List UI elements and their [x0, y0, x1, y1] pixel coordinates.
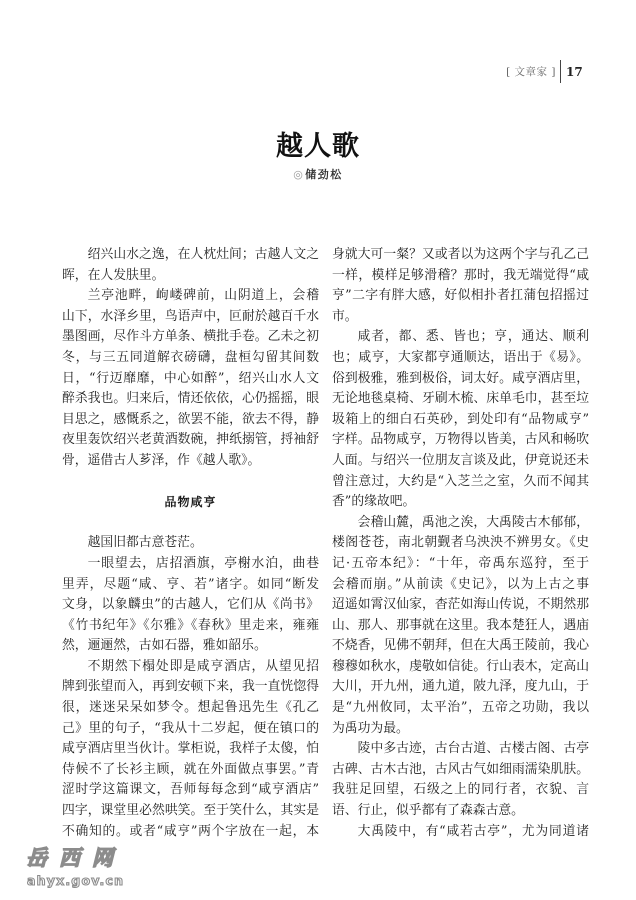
text-line: 不烧香，见佛不朝拜，但在大禹王陵前，我心 — [332, 638, 589, 654]
text-line: 俗到极雅，雅到极俗，词太好。咸亨酒店里， — [332, 370, 589, 386]
paragraph — [62, 286, 319, 471]
text-line: 很，迷迷呆呆如梦令。想起鲁迅先生《孔乙 — [62, 700, 319, 716]
watermark — [22, 846, 134, 888]
running-head — [0, 60, 636, 84]
text-line: 咸亨酒店里当伙计。掌柜说，我样子太傻，怕 — [62, 741, 319, 757]
left-column — [62, 245, 319, 842]
text-line: 晖，在人发肤里。 — [62, 267, 165, 283]
text-line: 里弄，尽题“咸、亨、若”诸字。如同“断发 — [62, 576, 319, 592]
byline — [0, 167, 636, 183]
text-line: 市。 — [332, 308, 358, 324]
paragraph — [62, 533, 319, 554]
text-line: 不期然下榻处即是咸亨酒店，从望见招 — [87, 658, 319, 674]
text-line: 是“九州攸同，太平治”，五帝之功勋，我以 — [332, 700, 589, 716]
text-line: 身就大可一粲？又或者以为这两个字与孔乙己 — [332, 247, 589, 262]
text-line: 不确知的。或者“咸亨”两个字放在一起，本 — [62, 823, 319, 839]
text-line: 然，逦逦然，古如石器，雅如韶乐。 — [62, 638, 267, 654]
paragraph — [332, 513, 589, 740]
text-line: 古碑、古木古池，古风古气如细雨濡染肌肤。 — [332, 761, 589, 777]
text-line: 记·五帝本纪》：“十年，帝禹东巡狩，至于 — [332, 555, 589, 571]
section-heading: 品物咸亨 — [164, 495, 217, 510]
text-line: 香”的缘故吧。 — [332, 494, 416, 510]
text-line: 亨”二字有胖大感，好似相扑者扛蒲包招摇过 — [332, 288, 589, 304]
text-line: 日，“行迈靡靡，中心如醉”，绍兴山水人文 — [62, 370, 319, 386]
article-title: 越人歌 — [276, 131, 360, 162]
paragraph — [62, 657, 319, 842]
text-line: 人面。与绍兴一位朋友言谈及此，伊竟说还未 — [332, 452, 589, 468]
text-line: 骨，遥借古人芗泽，作《越人歌》。 — [62, 452, 261, 468]
text-line: 《竹书纪年》《尔雅》《春秋》里走来，雍雍 — [62, 617, 319, 633]
text-line: 为禹功为最。 — [332, 720, 409, 736]
author-mark-icon: ◎ — [293, 168, 305, 181]
text-line: 目思之，感慨系之，欲罢不能，欲去不得，静 — [62, 411, 319, 427]
text-line: 四字，课堂里必然哄笑。至于笑什么，其实是 — [62, 803, 319, 819]
paragraph — [332, 822, 589, 843]
text-line: 会稽而崩。”从前读《史记》，以为上古之事 — [332, 576, 589, 592]
text-line: 牌到张望而入，再到安顿下来，我一直恍惚得 — [62, 679, 319, 695]
text-line: 醉杀我也。归来后，情还依依，心仍摇摇，眼 — [62, 391, 319, 407]
text-line: 绍兴山水之逸，在人枕灶间；古越人文之 — [87, 247, 319, 262]
text-line: 大川，开九州，通九道，陂九泽，度九山，于 — [332, 679, 589, 695]
text-line: 楼阁苍苍，南北朝觐者乌泱泱不辨男女。《史 — [332, 535, 589, 551]
watermark-logo: 岳西网 — [26, 845, 125, 870]
section-label: [ 文章家 ] — [506, 66, 556, 78]
paragraph — [62, 554, 319, 657]
text-line: 涩时学这篇课文，吾师每每念到“咸亨酒店” — [62, 782, 319, 798]
text-line: 侍候不了长衫主顾，就在外面做点事罢。”青 — [62, 761, 319, 777]
text-line: 字样。品物咸亨，万物得以皆美，古风和畅吹 — [332, 432, 589, 448]
right-column — [332, 245, 589, 842]
text-line: 一眼望去，店招酒旗，亭榭水泊，曲巷 — [87, 555, 319, 571]
header-divider — [560, 60, 561, 83]
text-line: 无论地毯桌椅、牙刷木梳、床单毛巾，甚至垃 — [332, 391, 589, 407]
paragraph — [332, 245, 589, 327]
paragraph — [62, 245, 319, 286]
text-line: 冬，与三五同道解衣磅礴，盘桓勾留其间数 — [62, 349, 319, 365]
page-number: 17 — [566, 65, 583, 79]
text-line: 曾注意过，大约是“入芝兰之室，久而不闻其 — [332, 473, 589, 489]
watermark-domain: ahyx.gov.cn — [27, 873, 125, 888]
text-line: 夜里轰饮绍兴老黄酒数碗，抻纸搦管，捋袖舒 — [62, 432, 319, 448]
paragraph — [332, 327, 589, 512]
text-line: 大禹陵中，有“咸若古亭”，尤为同道诸 — [357, 823, 589, 839]
text-line: 圾箱上的细白石英砂，到处印有“品物咸亨” — [332, 411, 589, 427]
text-line: 语、行止，似乎都有了森森古意。 — [332, 803, 524, 819]
text-line: 会稽山麓，禹池之涘，大禹陵古木郁郁， — [357, 514, 589, 530]
text-line: 山下，水泽乡里，鸟语声中，叵耐於越百千水 — [62, 308, 319, 324]
text-line: 陵中多古迹，古台古道、古楼古阁、古亭 — [357, 741, 589, 757]
text-line: 也；咸亨，大家都亨通顺达，语出于《易》。 — [332, 349, 589, 365]
text-line: 兰亭池畔，岣嵝碑前，山阴道上，会稽 — [87, 288, 319, 304]
text-line: 迢遥如霄汉仙家，杳茫如海山传说，不期然那 — [332, 597, 589, 613]
text-line: 墨图画，尽作斗方单条、横批手卷。乙未之初 — [62, 329, 319, 345]
text-line: 穆穆如秋水，虔敬如信徒。行山表木，定高山 — [332, 658, 589, 674]
text-line: 己》里的句子，“我从十二岁起，便在镇口的 — [62, 720, 319, 736]
text-line: 一样，模样足够滑稽？那时，我无端觉得“咸 — [332, 267, 589, 283]
author-name: 储劲松 — [305, 168, 343, 181]
text-line: 文身，以象麟虫”的古越人，它们从《尚书》 — [62, 597, 319, 613]
text-line: 我驻足回望，石级之上的同行者，衣貌、言 — [332, 782, 589, 798]
paragraph — [332, 739, 589, 821]
text-line: 越国旧都古意苍茫。 — [87, 535, 203, 551]
text-line: 山、那人、那事就在这里。我本楚狂人，遇庙 — [332, 617, 589, 633]
text-line: 咸者，都、悉、皆也；亨，通达、顺利 — [357, 329, 589, 345]
